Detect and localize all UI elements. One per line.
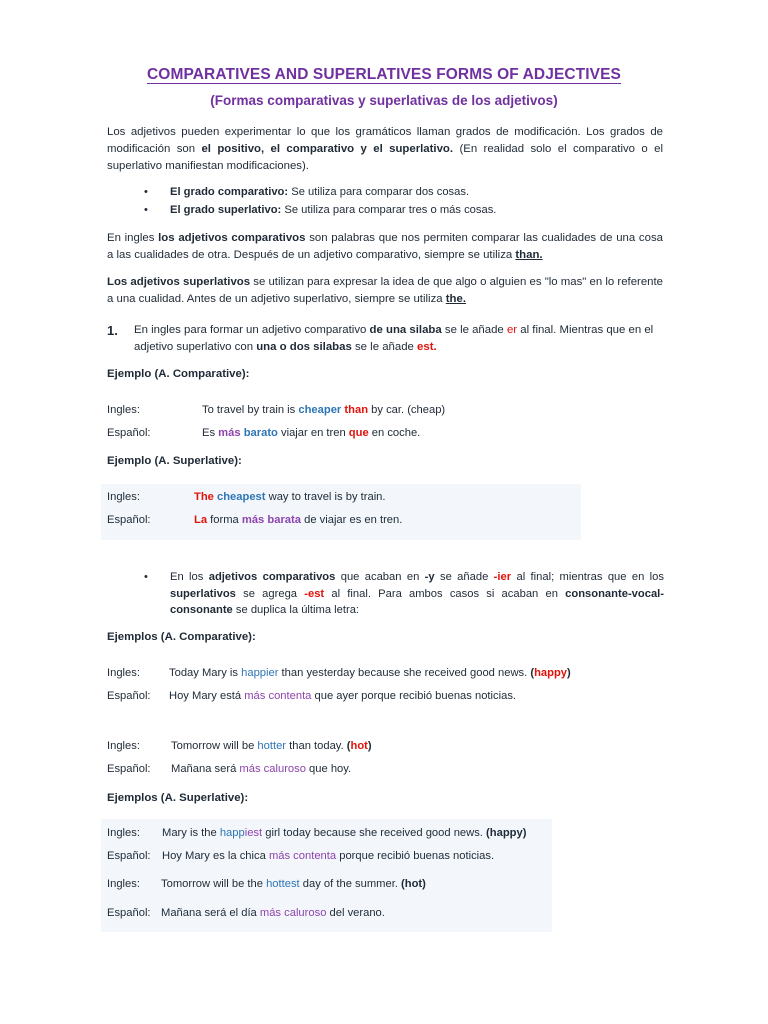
comp-text-2: son palabras que nos permiten comparar las cualidades de una cosa a las cualidades de otra. Después de un adjetivo comparativo, siempre se utiliza [107, 232, 663, 261]
example-sentence-es [169, 690, 516, 702]
example-heading-comparative: Ejemplo (A. Comparative): [107, 368, 250, 380]
b3-red-est: -est [304, 587, 325, 600]
superlative-paragraph [107, 274, 663, 308]
bullet-text [170, 569, 664, 619]
example-label-espanol: Español: [107, 690, 151, 702]
example-sentence-es [162, 850, 494, 862]
comp-bold-1: los adjetivos comparativos [158, 232, 306, 244]
example-sentence-en [194, 491, 386, 503]
b3-text: En los [170, 571, 209, 583]
example-label-ingles: Ingles: [107, 491, 140, 503]
ex-text: Hoy Mary está [169, 690, 245, 702]
ex-text: forma [207, 514, 242, 526]
example-label-ingles: Ingles: [107, 404, 140, 416]
ex-text: way to travel is by train. [265, 491, 386, 503]
ex-highlight-que: que [348, 427, 369, 439]
ex-highlight-hotter: hotter [257, 740, 287, 752]
example-sentence-en [171, 740, 372, 752]
bullet-item-comparative [146, 184, 469, 200]
ex-highlight-mas-caluroso: más caluroso [239, 763, 306, 775]
page-title [0, 66, 768, 84]
bullet-item-superlative [146, 202, 496, 218]
bullet-text: Se utiliza para comparar tres o más cosas. [281, 204, 497, 216]
num-text-4: se le añade [351, 341, 418, 353]
ex-text: que hoy. [305, 763, 352, 775]
num-bold-1: de una silaba [369, 324, 442, 336]
example-label-espanol: Español: [107, 514, 151, 526]
ex-highlight-la: La [194, 514, 208, 526]
ex-text: que ayer porque recibió buenas noticias. [311, 690, 517, 702]
example-sentence-es [202, 427, 420, 439]
ex-text: day of the summer. [299, 878, 402, 890]
intro-bold-degrees: el positivo, el comparativo y el superlativo. [201, 143, 454, 155]
example-heading-superlative: Ejemplo (A. Superlative): [107, 455, 242, 467]
ex-text: del verano. [326, 907, 385, 919]
ex-highlight-hot: hot [350, 740, 368, 752]
ex-text: girl today because she received good news. [262, 827, 487, 839]
ex-text: To travel by train is [202, 404, 299, 416]
sup-bold-1: Los adjetivos superlativos [107, 276, 251, 288]
example-sentence-en [169, 667, 571, 679]
ex-text: en coche. [368, 427, 421, 439]
ex-text: Mary is the [162, 827, 220, 839]
comp-bold-than: than. [515, 249, 543, 261]
b3-text: se añade [434, 571, 494, 583]
ex-highlight-mas-contenta: más contenta [244, 690, 312, 702]
ex-highlight-mas: más [218, 427, 241, 439]
num-text-2: se le añade [441, 324, 507, 336]
ex-text: de viajar es en tren. [300, 514, 403, 526]
example-label-ingles: Ingles: [107, 878, 140, 890]
ex-highlight-happier: happier [241, 667, 279, 679]
ex-text: porque recibió buenas noticias. [336, 850, 495, 862]
example-sentence-en [162, 827, 526, 839]
ex-text: than yesterday because she received good news. [278, 667, 531, 679]
ex-base-happy: (happy) [486, 827, 527, 839]
example-label-ingles: Ingles: [107, 827, 140, 839]
bullet-dot: • [144, 186, 148, 198]
b3-bold-superlativos: superlativos [170, 587, 236, 600]
ex-highlight-mas-caluroso: más caluroso [259, 907, 327, 919]
examples-heading-superlative: Ejemplos (A. Superlative): [107, 792, 249, 804]
ex-paren: ( [530, 667, 535, 679]
ex-highlight-the: The [194, 491, 214, 503]
example-label-ingles: Ingles: [107, 667, 140, 679]
ex-highlight-happy: happy [534, 667, 568, 679]
ex-highlight-hottest: hottest [266, 878, 300, 890]
b3-text: que acaban en [335, 571, 425, 583]
numbered-marker: 1. [107, 323, 118, 338]
ex-text: viajar en tren [277, 427, 349, 439]
sup-text-1: se utilizan para expresar la idea de que algo o alguien es "lo mas" en lo referente a una cualidad. Antes de un adjetivo superlativo, siempre se utiliza [107, 276, 663, 305]
comparative-paragraph [107, 230, 663, 264]
intro-text-1: Los adjetivos pueden experimentar lo que los gramáticos llaman grados de modificación. Los grados de modificación son [107, 126, 663, 155]
examples-heading-comparative: Ejemplos (A. Comparative): [107, 631, 256, 643]
example-label-espanol: Español: [107, 850, 151, 862]
ex-text: Tomorrow will be the [161, 878, 267, 890]
num-text-1: En ingles para formar un adjetivo comparativo [134, 324, 370, 336]
sup-bold-the: the. [445, 293, 467, 305]
example-sentence-es [194, 514, 402, 526]
ex-highlight-mas-contenta: más contenta [268, 850, 337, 862]
ex-highlight-than: than [344, 404, 369, 416]
ex-highlight-cheapest: cheapest [217, 491, 266, 503]
num-red-est: est. [417, 341, 437, 353]
ex-text: by car. (cheap) [368, 404, 446, 416]
example-label-espanol: Español: [107, 763, 151, 775]
bullet-dot: • [144, 571, 148, 583]
example-label-espanol: Español: [107, 907, 151, 919]
intro-paragraph [107, 124, 663, 175]
b3-text: se agrega [235, 587, 305, 600]
page-title-text: COMPARATIVES AND SUPERLATIVES FORMS OF ADJECTIVES [147, 66, 621, 83]
ex-text: than today. [286, 740, 347, 752]
b3-red-ier: -ier [493, 571, 512, 583]
bullet-dot: • [144, 204, 148, 216]
ex-highlight-barato: barato [243, 427, 278, 439]
numbered-text [134, 322, 666, 356]
example-label-ingles: Ingles: [107, 740, 140, 752]
example-label-espanol: Español: [107, 427, 151, 439]
comp-text-1: En ingles [107, 232, 159, 244]
bullet-bold-label: El grado comparativo: [170, 186, 289, 198]
page-subtitle: (Formas comparativas y superlativas de los adjetivos) [210, 93, 558, 108]
example-sentence-en [161, 878, 426, 890]
ex-base-hot: (hot) [401, 878, 426, 890]
ex-text: Tomorrow will be [171, 740, 258, 752]
example-sentence-es [171, 763, 351, 775]
bullet-text: Se utiliza para comparar dos cosas. [288, 186, 470, 198]
b3-text: al final. Para ambos casos si acaban en [324, 587, 566, 600]
ex-highlight-mas-barata: más barata [241, 514, 301, 526]
ex-paren: ( [346, 740, 351, 752]
ex-highlight-happ: happ [219, 827, 245, 839]
num-red-er: er [506, 324, 518, 336]
ex-text: Es [202, 427, 219, 439]
example-sentence-es [161, 907, 385, 919]
example-sentence-en [202, 404, 445, 416]
ex-text: Mañana será el día [161, 907, 260, 919]
ex-text: Today Mary is [169, 667, 242, 679]
intro-text-2: (En realidad solo el comparativo o el superlativo manifiestan modificaciones). [107, 143, 663, 172]
ex-highlight-cheaper: cheaper [298, 404, 342, 416]
b3-bold: adjetivos comparativos [208, 571, 336, 583]
bullet-bold-label: El grado superlativo: [170, 204, 282, 216]
ex-paren: ) [367, 740, 372, 752]
ex-text: Mañana será [171, 763, 240, 775]
ex-paren: ) [567, 667, 571, 679]
ex-highlight-iest: iest [244, 827, 263, 839]
ex-text: Hoy Mary es la chica [162, 850, 269, 862]
b3-bold-y: -y [424, 571, 435, 583]
b3-bold-cvc: consonante-vocal-consonante [170, 587, 664, 616]
b3-text: al final; mientras que en los [511, 571, 664, 583]
num-text-3: al final. Mientras que en el adjetivo superlativo con [134, 324, 654, 353]
b3-text: se duplica la última letra: [232, 604, 360, 616]
num-bold-2: una o dos silabas [256, 341, 352, 353]
